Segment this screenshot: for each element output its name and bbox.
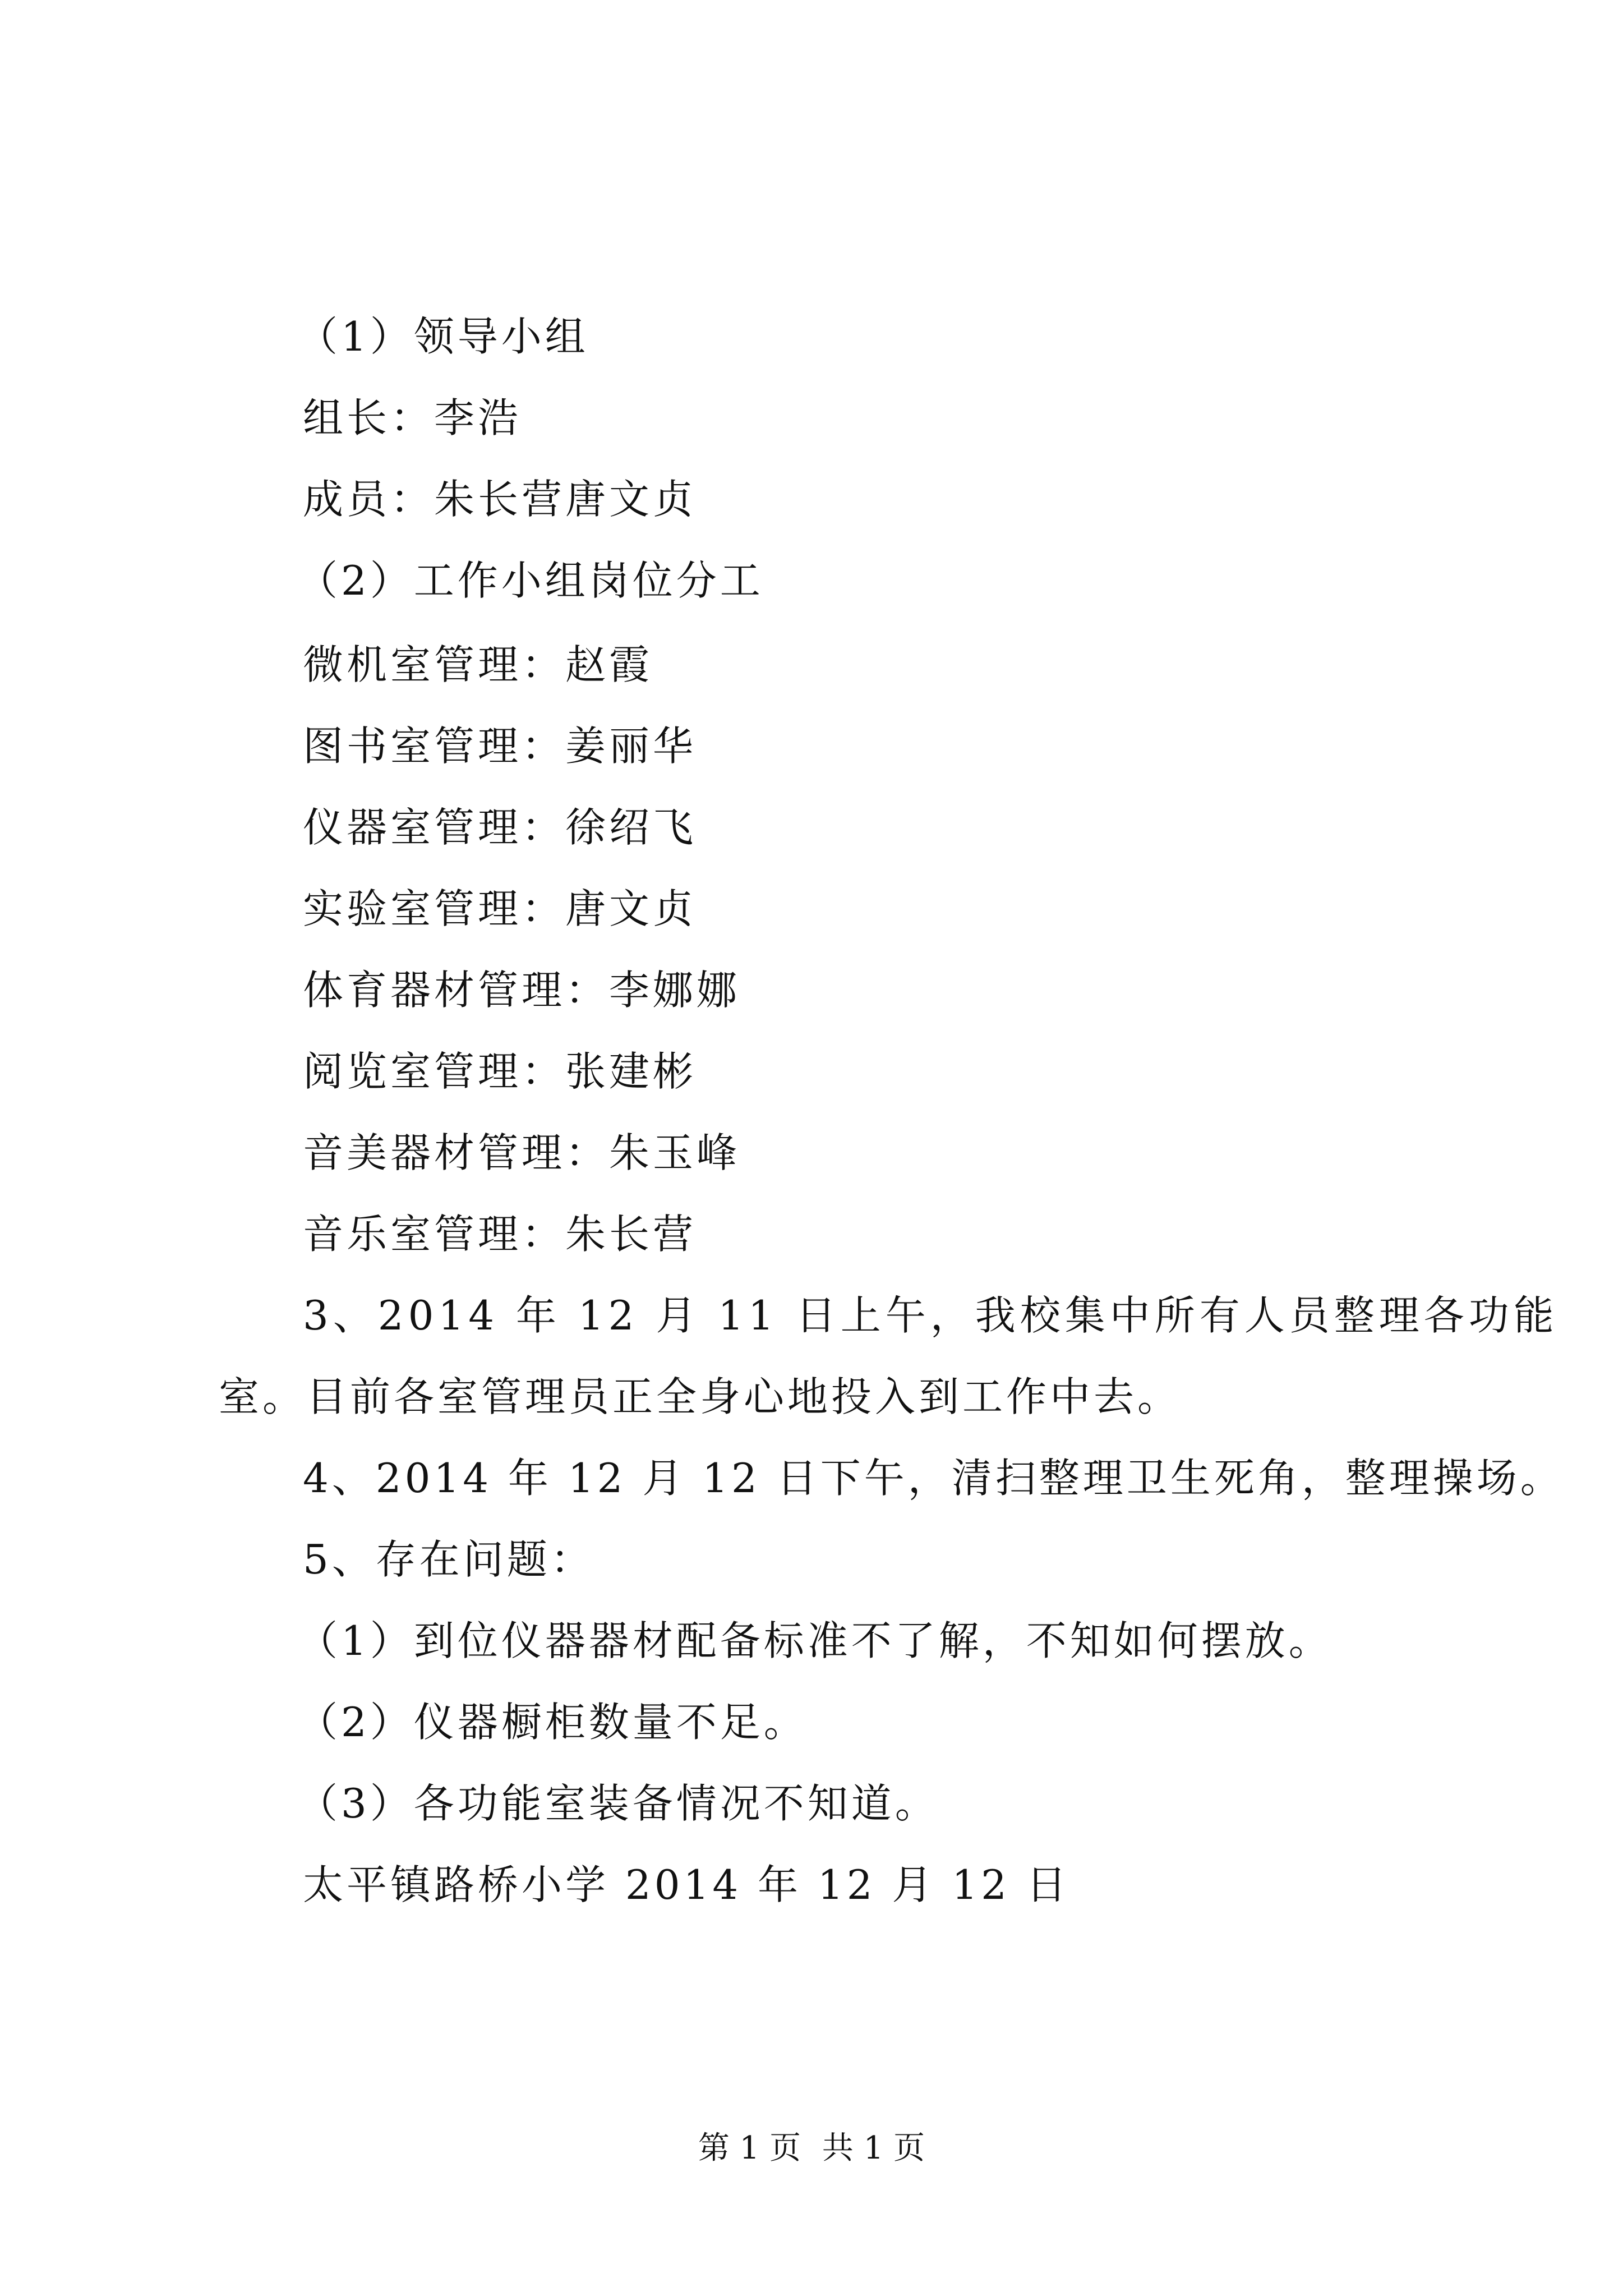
issue-1: （1）到位仪器器材配备标准不了解，不知如何摆放。	[297, 1617, 1332, 1664]
section-heading-work-group: （2）工作小组岗位分工	[297, 557, 764, 604]
item-4-line: 4、2014 年 12 月 12 日下午，清扫整理卫生死角，整理操场。	[303, 1455, 1564, 1502]
assignment-art-music-equipment: 音美器材管理：朱玉峰	[303, 1129, 741, 1176]
page-number: 第 1 页	[698, 2130, 801, 2166]
assignment-music-room: 音乐室管理：朱长营	[303, 1211, 697, 1258]
item-3-second-line: 室。目前各室管理员正全身心地投入到工作中去。	[219, 1373, 1182, 1420]
assignment-reading-room: 阅览室管理：张建彬	[303, 1048, 697, 1095]
assignment-computer-room: 微机室管理：赵霞	[303, 641, 653, 688]
assignment-sports-equipment: 体育器材管理：李娜娜	[303, 967, 741, 1014]
item-3-first-line: 3、2014 年 12 月 11 日上午，我校集中所有人员整理各功能	[303, 1292, 1559, 1339]
item-5-heading: 5、存在问题：	[303, 1536, 594, 1583]
assignment-laboratory: 实验室管理：唐文贞	[303, 885, 697, 932]
total-pages: 共 1 页	[822, 2130, 925, 2166]
signature-date-line: 太平镇路桥小学 2014 年 12 月 12 日	[303, 1861, 1070, 1908]
assignment-instrument-room: 仪器室管理：徐绍飞	[303, 804, 697, 851]
issue-2: （2）仪器橱柜数量不足。	[297, 1699, 808, 1746]
members-line: 成员：朱长营唐文贞	[303, 476, 697, 523]
issue-3: （3）各功能室装备情况不知道。	[297, 1780, 939, 1827]
group-leader-line: 组长：李浩	[303, 394, 522, 441]
assignment-library: 图书室管理：姜丽华	[303, 723, 697, 770]
section-heading-leadership: （1）领导小组	[297, 313, 589, 360]
page-footer	[0, 2126, 1623, 2171]
